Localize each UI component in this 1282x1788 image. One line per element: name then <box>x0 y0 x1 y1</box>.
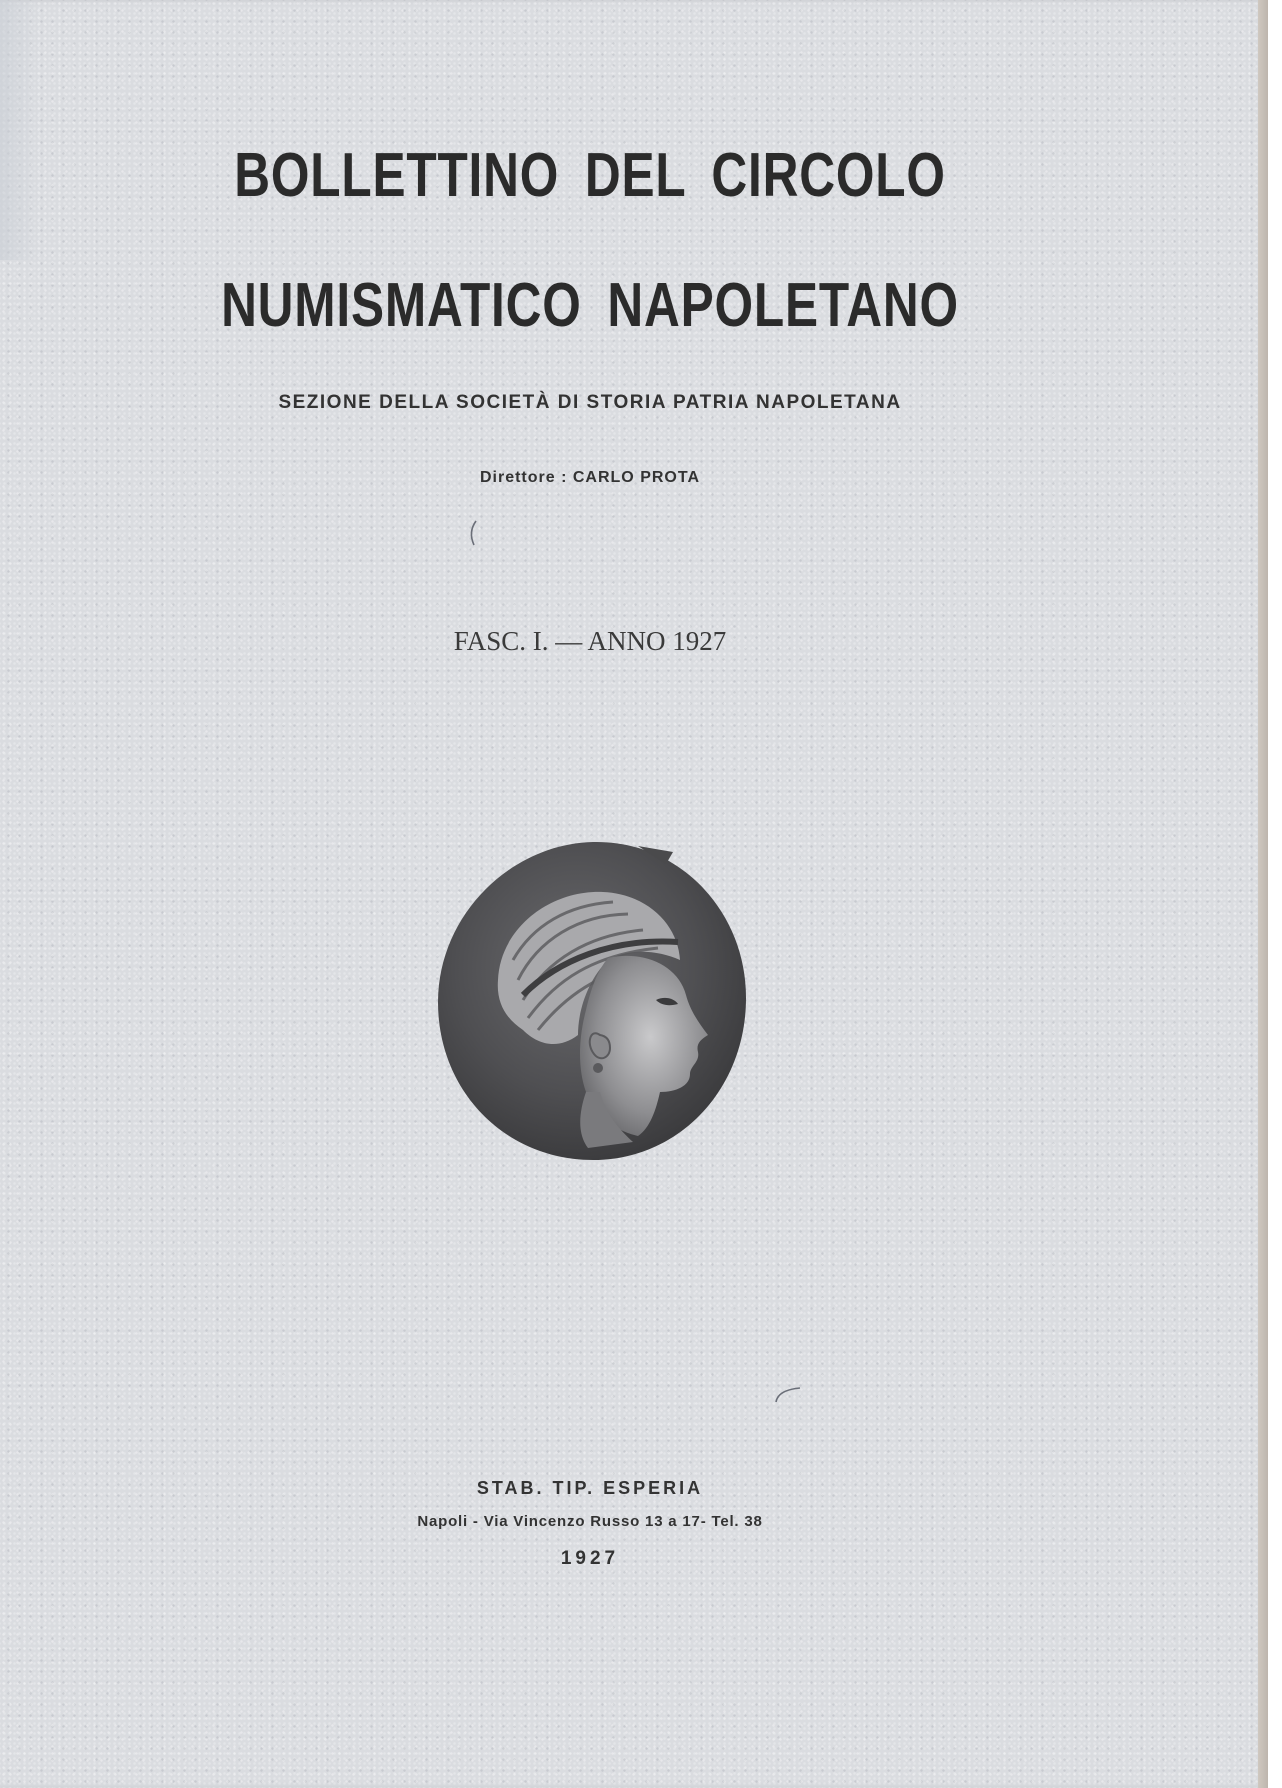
coin-profile-icon <box>428 830 758 1170</box>
printer-address: Napoli - Via Vincenzo Russo 13 a 17- Tel. 38 <box>417 1513 763 1530</box>
director-line: Direttore : CARLO PROTA <box>479 469 701 486</box>
coin-illustration <box>428 830 758 1170</box>
subtitle: SEZIONE DELLA SOCIETÀ DI STORIA PATRIA NAPOLETANA <box>278 392 902 413</box>
title-line-2: NUMISMATICO NAPOLETANO <box>221 271 959 340</box>
pen-mark-icon <box>772 1384 806 1404</box>
print-year: 1927 <box>560 1548 620 1569</box>
paper-shadow <box>0 0 40 260</box>
issue-line: FASC. I. — ANNO 1927 <box>453 626 727 656</box>
pen-mark-icon <box>462 518 482 548</box>
paper-edge <box>1258 0 1268 1788</box>
printer-name: STAB. TIP. ESPERIA <box>476 1478 704 1498</box>
title-line-1: BOLLETTINO DEL CIRCOLO <box>234 141 946 210</box>
